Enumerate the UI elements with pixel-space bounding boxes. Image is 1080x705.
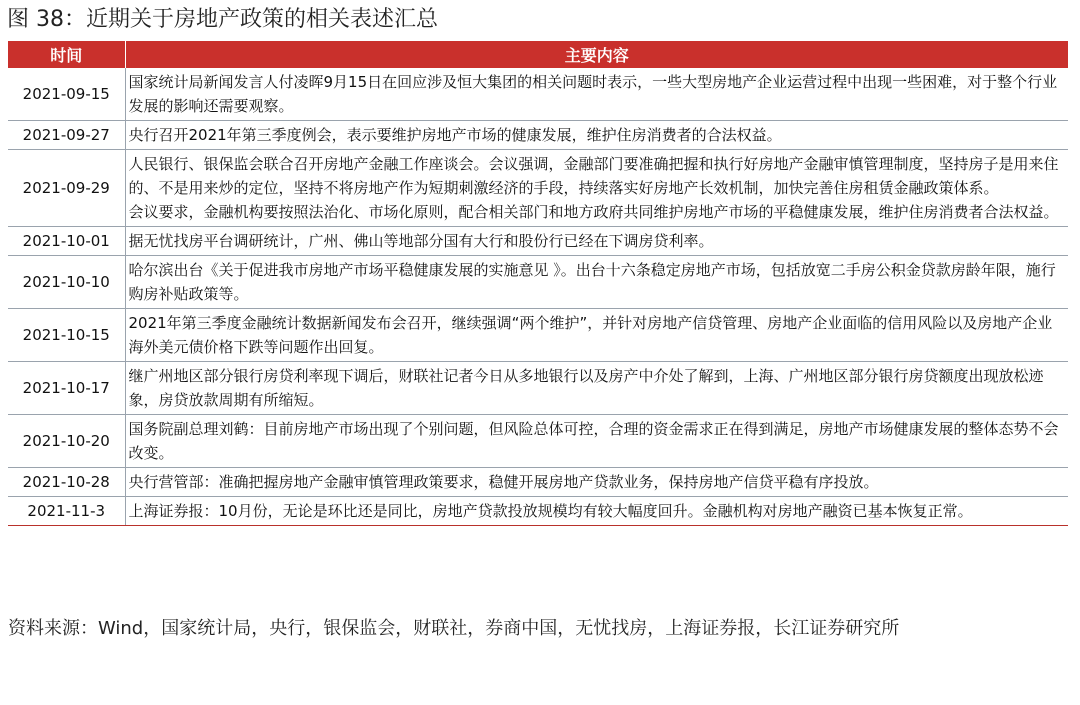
table-row — [8, 121, 1068, 150]
header-content: 主要内容 — [125, 41, 1068, 68]
row-content — [125, 121, 1068, 150]
row-content-paragraph: 据无忧找房平台调研统计，广州、佛山等地部分国有大行和股份行已经在下调房贷利率。 — [128, 232, 714, 250]
table-row — [8, 309, 1068, 362]
row-date: 2021-10-10 — [8, 256, 125, 309]
row-date: 2021-10-20 — [8, 415, 125, 468]
row-content-paragraph: 人民银行、银保监会联合召开房地产金融工作座谈会。会议强调，金融部门要准确把握和执行好房地产金融审慎管理制度，坚持房子是用来住的、不是用来炒的定位，坚持不将房地产作为短期刺激经济的手段，持续落实好房地产长效机制，加快完善住房租赁金融政策体系。 — [128, 155, 1059, 197]
row-content — [125, 497, 1068, 526]
source-note: 资料来源：Wind，国家统计局，央行，银保监会，财联社，券商中国，无忧找房，上海证券报，长江证券研究所 — [8, 618, 900, 639]
row-content — [125, 362, 1068, 415]
row-content-paragraph: 国家统计局新闻发言人付凌晖9月15日在回应涉及恒大集团的相关问题时表示，一些大型房地产企业运营过程中出现一些困难，对于整个行业发展的影响还需要观察。 — [128, 73, 1058, 115]
row-content-paragraph: 继广州地区部分银行房贷利率现下调后，财联社记者今日从多地银行以及房产中介处了解到，上海、广州地区部分银行房贷额度出现放松迹象，房贷放款周期有所缩短。 — [128, 367, 1044, 409]
row-content — [125, 150, 1068, 227]
policy-table-container — [8, 41, 1068, 526]
row-content-paragraph: 上海证券报：10月份，无论是环比还是同比，房地产贷款投放规模均有较大幅度回升。金融机构对房地产融资已基本恢复正常。 — [128, 502, 973, 520]
row-date: 2021-11-3 — [8, 497, 125, 526]
row-content-paragraph: 会议要求，金融机构要按照法治化、市场化原则，配合相关部门和地方政府共同维护房地产市场的平稳健康发展，维护住房消费者合法权益。 — [128, 203, 1059, 221]
row-content — [125, 68, 1068, 121]
policy-table — [8, 41, 1068, 525]
row-content — [125, 256, 1068, 309]
table-row — [8, 362, 1068, 415]
table-row — [8, 497, 1068, 526]
row-date: 2021-09-27 — [8, 121, 125, 150]
row-content-paragraph: 央行营管部：准确把握房地产金融审慎管理政策要求，稳健开展房地产贷款业务，保持房地产信贷平稳有序投放。 — [128, 473, 879, 491]
row-content — [125, 309, 1068, 362]
row-content-paragraph: 哈尔滨出台《关于促进我市房地产市场平稳健康发展的实施意见 》。出台十六条稳定房地产市场，包括放宽二手房公积金贷款房龄年限，施行购房补贴政策等。 — [128, 261, 1056, 303]
table-body — [8, 68, 1068, 525]
table-row — [8, 227, 1068, 256]
row-date: 2021-10-17 — [8, 362, 125, 415]
header-date: 时间 — [8, 41, 125, 68]
table-header-row — [8, 41, 1068, 68]
row-date: 2021-09-29 — [8, 150, 125, 227]
row-date: 2021-10-15 — [8, 309, 125, 362]
table-row — [8, 150, 1068, 227]
table-row — [8, 68, 1068, 121]
row-content — [125, 415, 1068, 468]
table-row — [8, 468, 1068, 497]
table-row — [8, 415, 1068, 468]
row-date: 2021-10-01 — [8, 227, 125, 256]
row-content-paragraph: 央行召开2021年第三季度例会，表示要维护房地产市场的健康发展，维护住房消费者的合法权益。 — [128, 126, 782, 144]
row-content-paragraph: 2021年第三季度金融统计数据新闻发布会召开，继续强调“两个维护”，并针对房地产信贷管理、房地产企业面临的信用风险以及房地产企业海外美元债价格下跌等问题作出回复。 — [128, 314, 1053, 356]
row-content — [125, 227, 1068, 256]
figure-title: 图 38：近期关于房地产政策的相关表述汇总 — [7, 7, 438, 32]
row-content — [125, 468, 1068, 497]
row-date: 2021-10-28 — [8, 468, 125, 497]
table-row — [8, 256, 1068, 309]
row-date: 2021-09-15 — [8, 68, 125, 121]
row-content-paragraph: 国务院副总理刘鹤：目前房地产市场出现了个别问题，但风险总体可控，合理的资金需求正在得到满足，房地产市场健康发展的整体态势不会改变。 — [128, 420, 1059, 462]
